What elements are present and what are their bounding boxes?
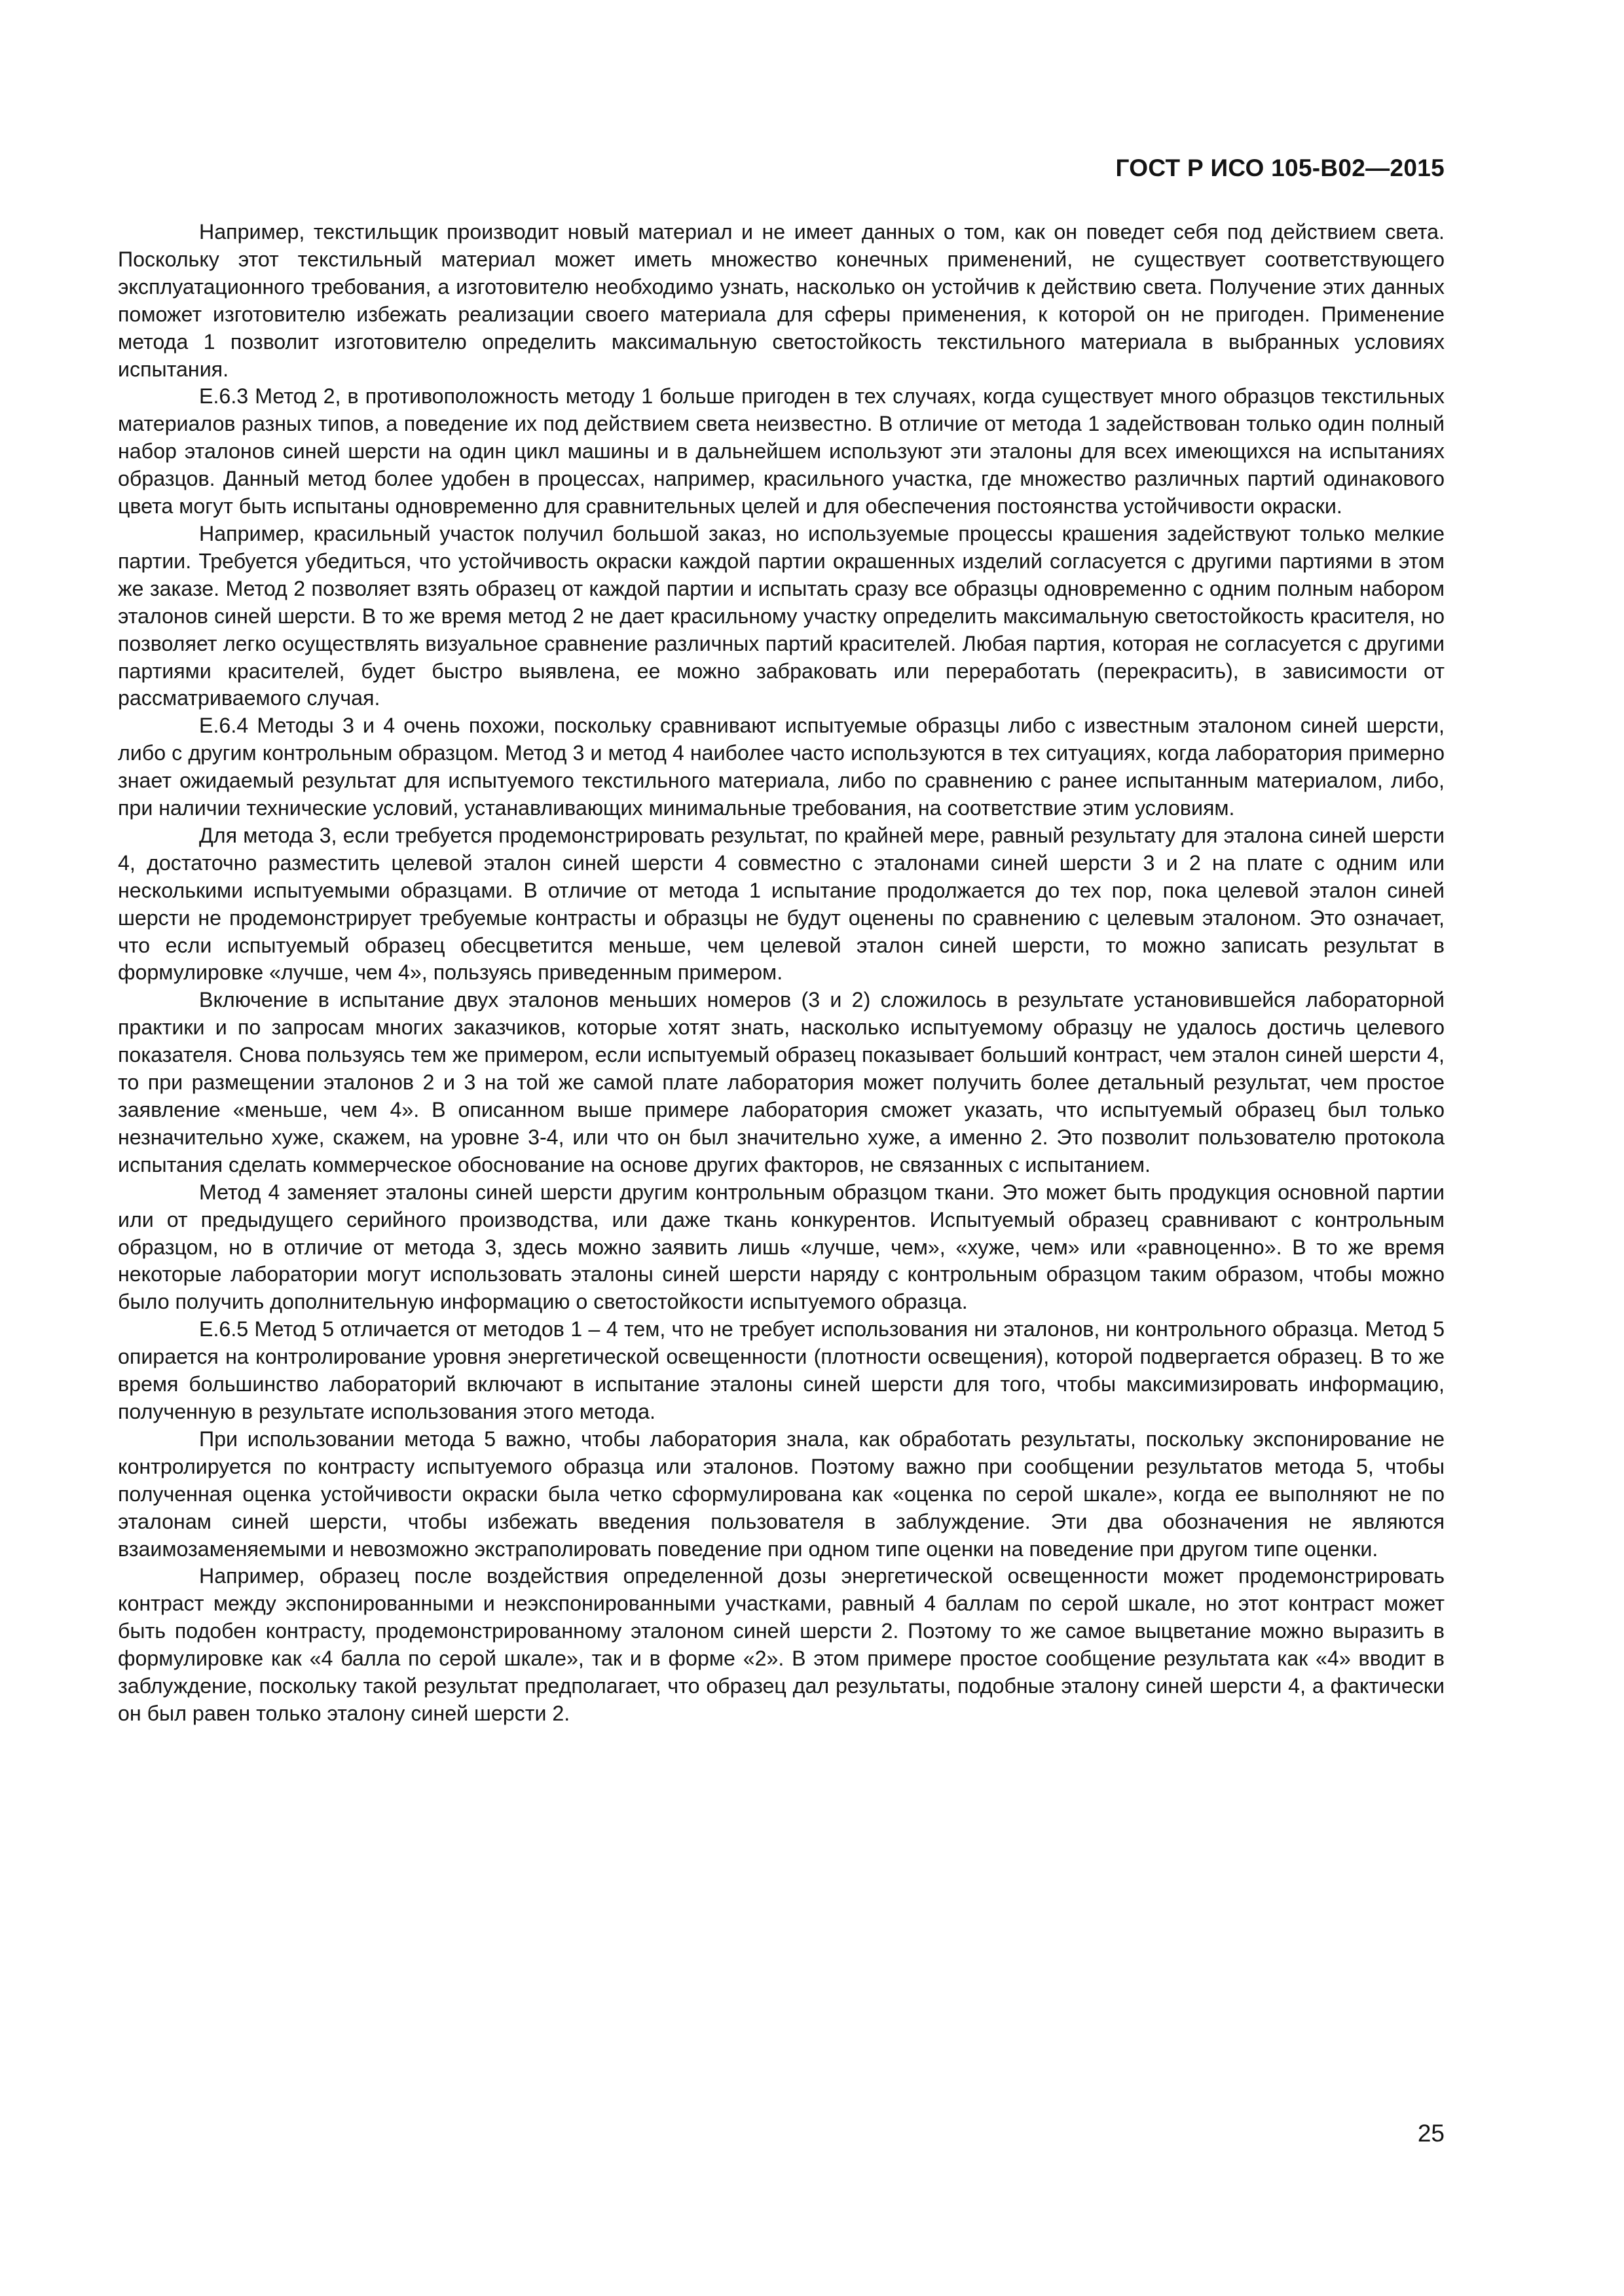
body-text (118, 219, 1445, 1728)
paragraph-e-6-3: Е.6.3 Метод 2, в противоположность методу 1 больше пригоден в тех случаях, когда существует много образцов текстильных материалов разных типов, а поведение их под действием света неизвестно. В отличие от метода 1 задействован только один полный набор эталонов синей шерсти на один цикл машины и в дальнейшем используют эти эталоны для всех имеющихся на испытаниях образцов. Данный метод более удобен в процессах, например, красильного участка, где множество различных партий одинакового цвета могут быть испытаны одновременно для сравнительных целей и для обеспечения постоянства устойчивости окраски. (118, 384, 1445, 519)
paragraph: Включение в испытание двух эталонов меньших номеров (3 и 2) сложилось в результате установившейся лабораторной практики и по запросам многих заказчиков, которые хотят знать, насколько испытуемому образцу не удалось достичь целевого показателя. Снова пользуясь тем же примером, если испытуемый образец показывает больший контраст, чем эталон синей шерсти 4, то при размещении эталонов 2 и 3 на той же самой плате лаборатория может получить более детальный результат, чем простое заявление «меньше, чем 4». В описанном выше примере лаборатория сможет указать, что испытуемый образец был только незначительно хуже, скажем, на уровне 3-4, или что он был значительно хуже, а именно 2. Это позволит пользователю протокола испытания сделать коммерческое обоснование на основе других факторов, не связанных с испытанием. (118, 988, 1445, 1176)
paragraph: При использовании метода 5 важно, чтобы лаборатория знала, как обработать результаты, поскольку экспонирование не контролируется по контрасту испытуемого образца или эталонов. Поэтому важно при сообщении результатов метода 5, чтобы полученная оценка устойчивости окраски была четко сформулирована как «оценка по серой шкале», когда ее выполняют не по эталонам синей шерсти, чтобы избежать введения пользователя в заблуждение. Эти два обозначения не являются взаимозаменяемыми и невозможно экстраполировать поведение при одном типе оценки на поведение при другом типе оценки. (118, 1427, 1445, 1561)
paragraph: Для метода 3, если требуется продемонстрировать результат, по крайней мере, равный результату для эталона синей шерсти 4, достаточно разместить целевой эталон синей шерсти 4 совместно с эталонами синей шерсти 3 и 2 на плате с одним или несколькими испытуемыми образцами. В отличие от метода 1 испытание продолжается до тех пор, пока целевой эталон синей шерсти не продемонстрирует требуемые контрасты и образцы не будут оценены по сравнению с целевым эталоном. Это означает, что если испытуемый образец обесцветится меньше, чем целевой эталон синей шерсти, то можно записать результат в формулировке «лучше, чем 4», пользуясь приведенным примером. (118, 823, 1445, 985)
standard-code-header: ГОСТ Р ИСО 105-В02—2015 (1115, 155, 1445, 181)
paragraph: Например, текстильщик производит новый материал и не имеет данных о том, как он поведет себя под действием света. Поскольку этот текстильный материал может иметь множество конечных применений, не существует соответствующего эксплуатационного требования, а изготовителю необходимо узнать, насколько он устойчив к действию света. Получение этих данных поможет изготовителю избежать реализации своего материала для сферы применения, к которой он не пригоден. Применение метода 1 позволит изготовителю определить максимальную светостойкость текстильного материала в выбранных условиях испытания. (118, 220, 1445, 381)
paragraph: Например, образец после воздействия определенной дозы энергетической освещенности может продемонстрировать контраст между экспонированными и неэкспонированными участками, равный 4 баллам по серой шкале, но этот контраст может быть подобен контрасту, продемонстрированному эталоном синей шерсти 2. Поэтому то же самое выцветание можно выразить в формулировке как «4 балла по серой шкале», так и в форме «2». В этом примере простое сообщение результата как «4» вводит в заблуждение, поскольку такой результат предполагает, что образец дал результаты, подобные эталону синей шерсти 4, а фактически он был равен только эталону синей шерсти 2. (118, 1564, 1445, 1725)
paragraph-e-6-4: Е.6.4 Методы 3 и 4 очень похожи, поскольку сравнивают испытуемые образцы либо с известным эталоном синей шерсти, либо с другим контрольным образцом. Метод 3 и метод 4 наиболее часто используются в тех ситуациях, когда лаборатория примерно знает ожидаемый результат для испытуемого текстильного материала, либо по сравнению с ранее испытанным материалом, либо, при наличии технические условий, устанавливающих минимальные требования, на соответствие этим условиям. (118, 714, 1445, 820)
paragraph-e-6-5: Е.6.5 Метод 5 отличается от методов 1 – 4 тем, что не требует использования ни эталонов, ни контрольного образца. Метод 5 опирается на контролирование уровня энергетической освещенности (плотности освещения), которой подвергается образец. В то же время большинство лабораторий включают в испытание эталоны синей шерсти для того, чтобы максимизировать информацию, полученную в результате использования этого метода. (118, 1317, 1445, 1423)
paragraph: Например, красильный участок получил большой заказ, но используемые процессы крашения задействуют только мелкие партии. Требуется убедиться, что устойчивость окраски каждой партии окрашенных изделий согласуется с другими партиями в этом же заказе. Метод 2 позволяет взять образец от каждой партии и испытать сразу все образцы одновременно с одним полным набором эталонов синей шерсти. В то же время метод 2 не дает красильному участку определить максимальную светостойкость красителя, но позволяет легко осуществлять визуальное сравнение различных партий красителей. Любая партия, которая не согласуется с другими партиями красителей, будет быстро выявлена, ее можно забраковать или переработать (перекрасить), в зависимости от рассматриваемого случая. (118, 521, 1445, 710)
page-number: 25 (1417, 2120, 1445, 2147)
paragraph: Метод 4 заменяет эталоны синей шерсти другим контрольным образцом ткани. Это может быть продукция основной партии или от предыдущего серийного производства, или даже ткань конкурентов. Испытуемый образец сравнивают с контрольным образцом, но в отличие от метода 3, здесь можно заявить лишь «лучше, чем», «хуже, чем» или «равноценно». В то же время некоторые лаборатории могут использовать эталоны синей шерсти наряду с контрольным образцом таким образом, чтобы можно было получить дополнительную информацию о светостойкости испытуемого образца. (118, 1180, 1445, 1314)
